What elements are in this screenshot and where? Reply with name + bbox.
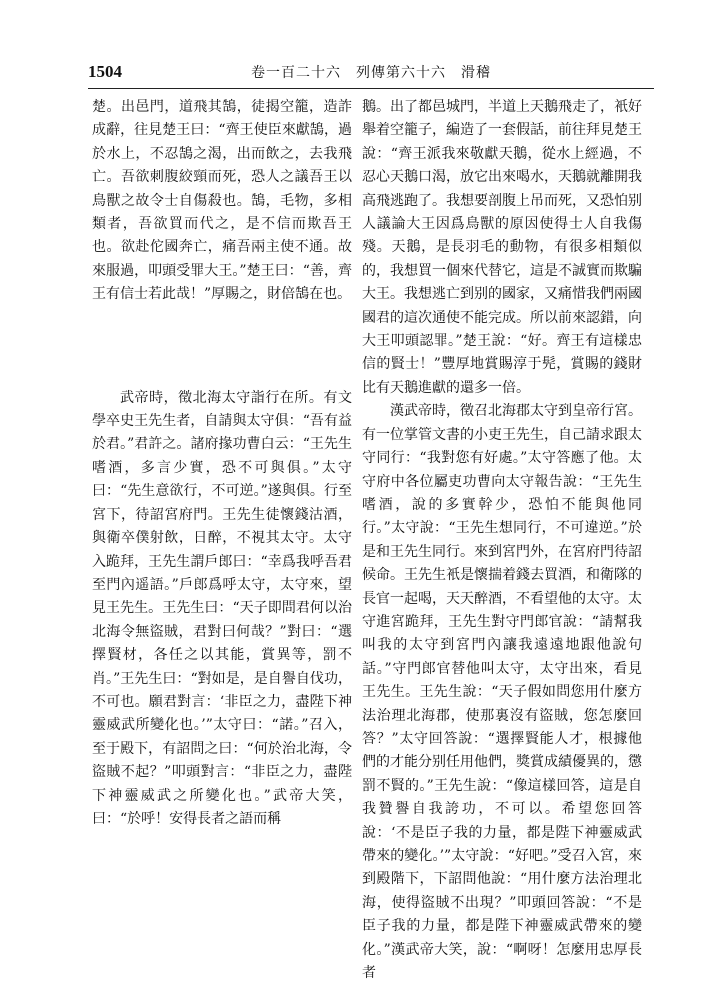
section-gap [92, 307, 352, 387]
page-number: 1504 [88, 62, 122, 81]
original-text-column [92, 96, 352, 831]
translation-paragraph-wudi: 漢武帝時，徵召北海郡太守到皇帝行宮。有一位掌管文書的小吏王先生，自己請求跟太守同行：“我對您有好處。”太守答應了他。太守府中各位屬吏功曹向太守報告說：“王先生嗜酒，說的多實幹少，恐怕不能與他同行。”太守說：“王先生想同行，不可違逆。”於是和王先生同行。來到宮門外，在宮府門待詔候命。王先生衹是懷揣着錢去買酒，和衛隊的長官一起喝，天天醉酒，不看望他的太守。太守進宮跪拜，王先生對守門郎官說：“請幫我叫我的太守到宮門內讓我遠遠地跟他說句話。”守門郎官替他叫太守，太守出來，看見王先生。王先生說：“天子假如問您用什麼方法治理北海郡，使那裏沒有盜賊，您怎麼回答？”太守回答說：“選擇賢能人才，根據他們的才能分别任用他們，獎賞成績優異的，懲罰不賢的。”王先生說：“像這樣回答，這是自我贊譽自我誇功，不可以。希望您回答說：‘不是臣子我的力量，都是陛下神靈威武帶來的變化。’”太守說：“好吧。”受召入宮，來到殿階下，下詔問他說：“用什麼方法治理北海，使得盜賊不出現？”叩頭回答說：“不是臣子我的力量，都是陛下神靈威武帶來的變化。”漢武帝大笑，說：“啊呀！怎麼用忠厚長者 [362, 403, 642, 982]
header-rule [88, 88, 654, 89]
original-paragraph-chu: 楚。出邑門，道飛其鵠，徒揭空籠，造詐成辭，往見楚王曰：“齊王使臣來獻鵠，過於水上，不忍鵠之渴，出而飲之，去我飛亡。吾欲刺腹絞頸而死，恐人之議吾王以鳥獸之故令士自傷殺也。鵠，毛物，多相類者，吾欲買而代之，是不信而欺吾王也。欲赴佗國奔亡，痛吾兩主使不通。故來服過，叩頭受罪大王。”楚王曰：“善，齊王有信士若此哉！”厚賜之，財倍鵠在也。 [92, 99, 352, 303]
translation-paragraph-chu: 鵝。出了都邑城門，半道上天鵝飛走了，衹好舉着空籠子，編造了一套假話，前往拜見楚王說：“齊王派我來敬獻天鵝，從水上經過，不忍心天鵝口渴，放它出來喝水，天鵝就離開我高飛逃跑了。我想要剖腹上吊而死，又恐怕别人議論大王因爲鳥獸的原因使得士人自我傷殘。天鵝，是長羽毛的動物，有很多相類似的，我想買一個來代替它，這是不誠實而欺騙大王。我想逃亡到别的國家，又痛惜我們兩國國君的這次通使不能完成。所以前來認錯，向大王叩頭認罪。”楚王說：“好。齊王有這樣忠信的賢士！”豐厚地賞賜淳于髡，賞賜的錢財比有天鵝進獻的還多一倍。 [362, 99, 642, 396]
translation-column [362, 96, 642, 985]
running-head: 卷一百二十六 列傳第六十六 滑稽 [251, 65, 491, 81]
original-paragraph-wudi: 武帝時，徵北海太守詣行在所。有文學卒史王先生者，自請與太守俱：“吾有益於君。”君許之。諸府掾功曹白云：“王先生嗜酒，多言少實，恐不可與俱。”太守曰：“先生意欲行，不可逆。”遂與俱。行至宮下，待詔宮府門。王先生徒懷錢沽酒，與衛卒僕射飲，日醉，不視其太守。太守入跪拜，王先生謂戶郎曰：“幸爲我呼吾君至門內遥語。”戶郎爲呼太守，太守來，望見王先生。王先生曰：“天子即問君何以治北海令無盜賊，君對曰何哉？”對曰：“選擇賢材，各任之以其能，賞異等，罰不肖。”王先生曰：“對如是，是自譽自伐功，不可也。願君對言：‘非臣之力，盡陛下神靈威武所變化也。’”太守曰：“諾。”召入，至于殿下，有詔問之曰：“何於治北海，令盜賊不起？”叩頭對言：“非臣之力，盡陛下神靈威武之所變化也。”武帝大笑，曰：“於呼！安得長者之語而稱 [92, 389, 352, 827]
page-header [88, 60, 654, 86]
